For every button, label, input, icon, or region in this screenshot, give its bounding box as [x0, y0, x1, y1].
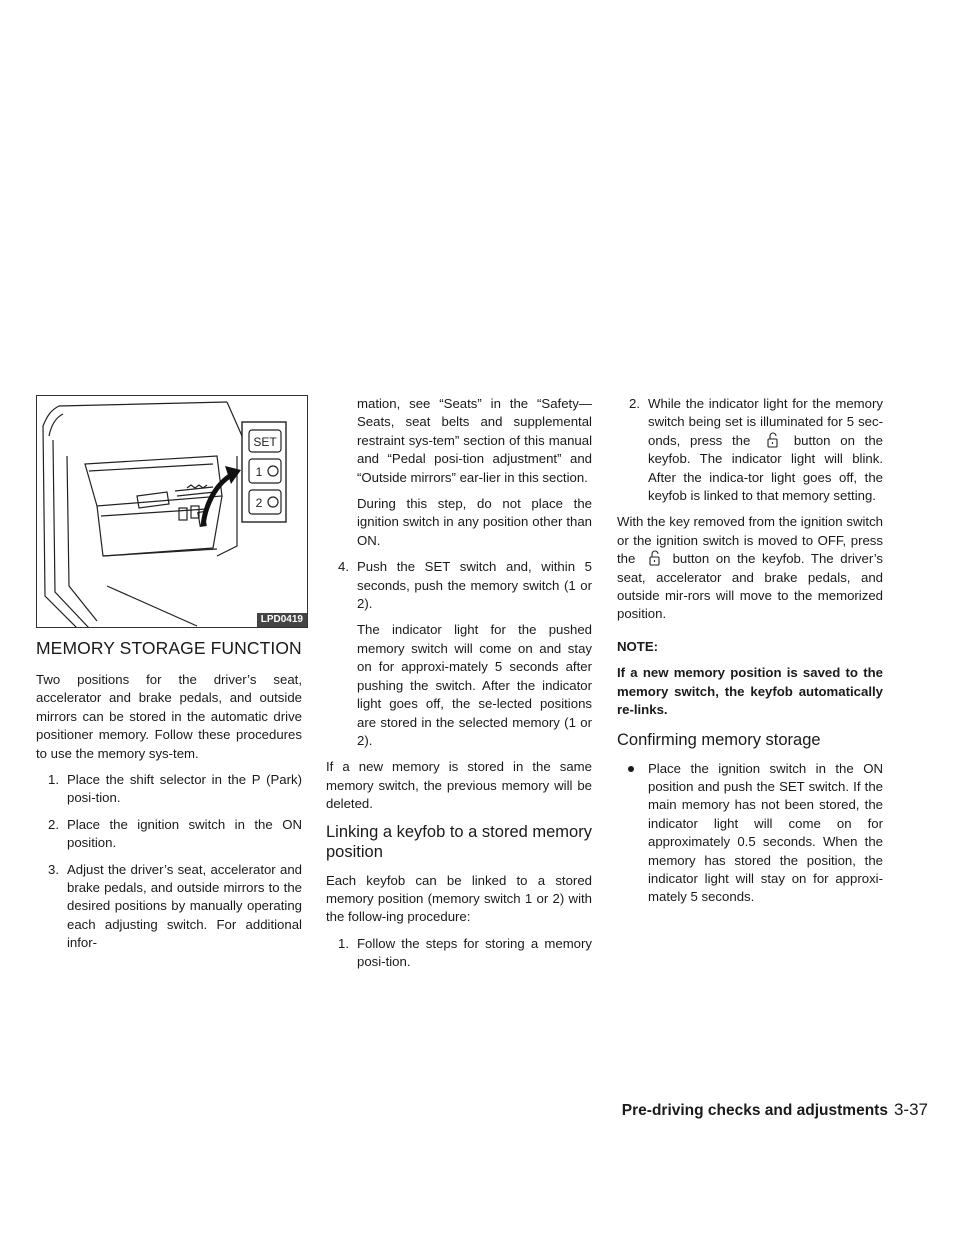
switch-1-label: 1 [255, 465, 263, 479]
keyfob-step-1 [326, 935, 592, 972]
bullet-icon [628, 766, 634, 772]
figure-code: LPD0419 [257, 613, 307, 627]
step-number: 2. [48, 816, 59, 832]
set-label: SET [253, 435, 277, 449]
step-2 [36, 816, 302, 853]
keyfob-unlock-icon [642, 550, 666, 566]
step-4-note: The indicator light for the pushed memory switch will come on and stay on for approxi-mately 5 seconds after pushing the switch. After the indicator light goes off, the se-lected positions are stored in the selected memory (1 or 2). [357, 622, 592, 748]
key-removed-text-a: With the key removed from the ignition switch or the ignition switch is moved to OFF, press the [617, 514, 883, 567]
key-removed-text-b: button on the keyfob. The driver’s seat, accelerator and brake pedals, and outside mir-rors will move to the memorized position. [617, 551, 883, 622]
note-label: NOTE: [617, 638, 659, 654]
overwrite-note: If a new memory is stored in the same memory switch, the previous memory will be deleted. [326, 759, 592, 812]
keyfob-intro: Each keyfob can be linked to a stored memory position (memory switch 1 or 2) with the follow-ing procedure: [326, 872, 592, 925]
door-switch-illustration [36, 395, 308, 628]
step-number: 4. [338, 559, 349, 575]
bullet-text: Place the ignition switch in the ON position and push the SET switch. If the main memory has not been stored, the indicator light will come on for approximately 0.5 seconds. When the memory has stored the position, the indicator light will stay on for approxi-mately 5 seconds. [648, 760, 883, 905]
step-number: 2. [629, 396, 640, 411]
step-text-a: While the indicator light for the memory switch being set is illuminated for 5 sec-onds, press the [648, 396, 883, 448]
intro-paragraph: Two positions for the driver’s seat, accelerator and brake pedals, and outside mirrors can be stored in the automatic drive positioner memory. Follow these procedures to use the memory sys-tem. [36, 672, 302, 761]
keyfob-unlock-icon [760, 432, 784, 448]
step-3-note: During this step, do not place the ignition switch in any position other than ON. [357, 496, 592, 548]
step-4 [326, 558, 592, 613]
note-text: If a new memory position is saved to the memory switch, the keyfob automatically re-links. [617, 665, 883, 718]
confirm-bullet [617, 760, 883, 907]
column-1 [36, 638, 302, 961]
step-number: 1. [338, 935, 349, 951]
step-text: Place the ignition switch in the ON position. [67, 816, 302, 851]
column-3 [617, 395, 883, 907]
step-3-continued: mation, see “Seats” in the “Safety—Seats, seat belts and supplemental restraint sys-tem” section of this manual and “Pedal posi-tion adjustment” and “Outside mirrors” ear-lier in this section. [357, 396, 592, 485]
step-3 [36, 861, 302, 953]
footer-section: Pre-driving checks and adjustments [621, 1102, 888, 1119]
door-illustration-drawing [37, 396, 308, 628]
step-text: Push the SET switch and, within 5 seconds, push the memory switch (1 or 2). [357, 559, 592, 612]
column-2 [326, 395, 592, 980]
step-text: Adjust the driver’s seat, accelerator and brake pedals, and outside mirrors to the desired positions by manually operating each adjusting switch. For additional infor- [67, 861, 302, 951]
step-text: Follow the steps for storing a memory posi-tion. [357, 935, 592, 970]
step-1 [36, 771, 302, 808]
step-number: 3. [48, 861, 59, 877]
step-text-b: button on the keyfob. The indicator light will blink. After the indica-tor light goes off, the keyfob is linked to that memory setting. [648, 432, 883, 504]
key-removed-paragraph [617, 513, 883, 623]
keyfob-section-title: Linking a keyfob to a stored memory position [326, 822, 592, 861]
page-footer [622, 1100, 928, 1120]
section-title: MEMORY STORAGE FUNCTION [36, 638, 302, 658]
confirm-section-title: Confirming memory storage [617, 730, 821, 749]
keyfob-step-2 [617, 395, 883, 505]
step-text: Place the shift selector in the P (Park) posi-tion. [67, 772, 302, 806]
page-number: 3-37 [893, 1100, 928, 1119]
step-number: 1. [48, 772, 59, 788]
switch-2-label: 2 [255, 496, 263, 510]
